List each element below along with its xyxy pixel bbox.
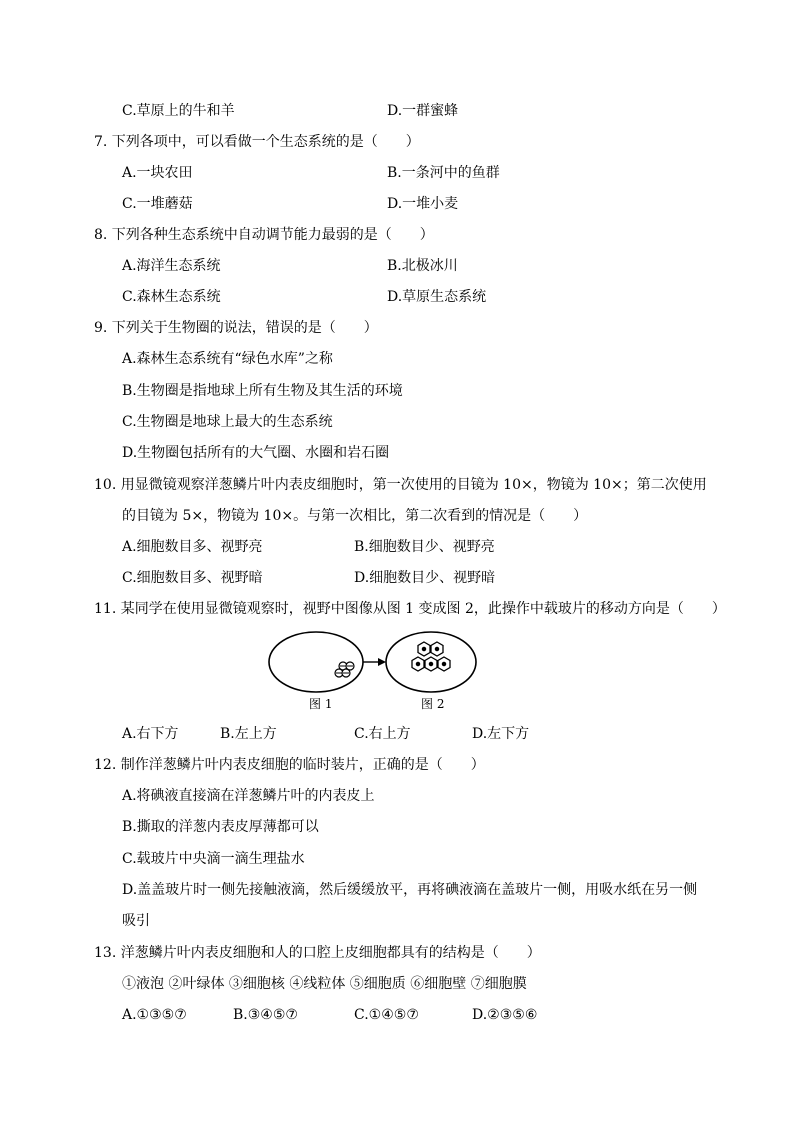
q7-option-a: A.一块农田 (122, 165, 193, 181)
q7-option-c: C.一堆蘑菇 (122, 196, 193, 212)
cells-large-icon (412, 642, 450, 671)
q13-option-d: D.②③⑤⑥ (472, 1007, 538, 1023)
q9-stem: 9. 下列关于生物圈的说法，错误的是（ ） (94, 320, 378, 336)
q7-stem: 7. 下列各项中，可以看做一个生态系统的是（ ） (94, 134, 420, 150)
q10-stem-line2: 的目镜为 5×，物镜为 10×。与第一次相比，第二次看到的情况是（ ） (122, 508, 588, 524)
q12-option-d-line2: 吸引 (122, 913, 150, 929)
arrow-icon (363, 658, 386, 666)
q10-option-b: B.细胞数目少、视野亮 (354, 539, 495, 555)
q9-option-b: B.生物圈是指地球上所有生物及其生活的环境 (122, 383, 403, 399)
q12-option-c: C.载玻片中央滴一滴生理盐水 (122, 851, 305, 867)
q11-option-a: A.右下方 (122, 726, 179, 742)
q6-option-c: C.草原上的牛和羊 (122, 103, 235, 119)
q8-option-c: C.森林生态系统 (122, 289, 221, 305)
q9-option-a: A.森林生态系统有“绿色水库”之称 (122, 351, 333, 367)
cells-small-icon (335, 662, 354, 677)
q7-option-b: B.一条河中的鱼群 (387, 165, 500, 181)
q10-option-d: D.细胞数目少、视野暗 (354, 570, 496, 586)
q9-option-d: D.生物圈包括所有的大气圈、水圈和岩石圈 (122, 445, 390, 461)
figure-1-caption: 图 1 (309, 697, 333, 711)
q11-option-b: B.左上方 (220, 726, 277, 742)
q13-option-b: B.③④⑤⑦ (233, 1007, 298, 1023)
q11-stem: 11. 某同学在使用显微镜观察时，视野中图像从图 1 变成图 2，此操作中载玻片的移动方向是（ ） (94, 601, 726, 617)
q7-option-d: D.一堆小麦 (387, 196, 459, 212)
q13-stem: 13. 洋葱鳞片叶内表皮细胞和人的口腔上皮细胞都具有的结构是（ ） (94, 945, 541, 961)
figure-2-caption: 图 2 (421, 697, 445, 711)
q9-option-c: C.生物圈是地球上最大的生态系统 (122, 414, 333, 430)
q13-option-c: C.①④⑤⑦ (354, 1007, 419, 1023)
q13-option-a: A.①③⑤⑦ (122, 1007, 187, 1023)
q8-option-a: A.海洋生态系统 (122, 258, 221, 274)
q12-option-b: B.撕取的洋葱内表皮厚薄都可以 (122, 819, 319, 835)
q13-structure-list: ①液泡 ②叶绿体 ③细胞核 ④线粒体 ⑤细胞质 ⑥细胞壁 ⑦细胞膜 (122, 976, 527, 992)
q8-option-b: B.北极冰川 (387, 258, 458, 274)
q11-option-d: D.左下方 (472, 726, 530, 742)
q12-stem: 12. 制作洋葱鳞片叶内表皮细胞的临时装片，正确的是（ ） (94, 757, 485, 773)
q10-option-c: C.细胞数目多、视野暗 (122, 570, 263, 586)
q11-microscope-figure (260, 628, 500, 716)
q8-stem: 8. 下列各种生态系统中自动调节能力最弱的是（ ） (94, 227, 434, 243)
q11-option-c: C.右上方 (354, 726, 411, 742)
q10-option-a: A.细胞数目多、视野亮 (122, 539, 263, 555)
q12-option-a: A.将碘液直接滴在洋葱鳞片叶的内表皮上 (122, 788, 375, 804)
q8-option-d: D.草原生态系统 (387, 289, 487, 305)
q10-stem-line1: 10. 用显微镜观察洋葱鳞片叶内表皮细胞时，第一次使用的目镜为 10×，物镜为 10×；第二次使用 (94, 477, 707, 493)
q6-option-d: D.一群蜜蜂 (387, 103, 459, 119)
q12-option-d-line1: D.盖盖玻片时一侧先接触液滴，然后缓缓放平，再将碘液滴在盖玻片一侧，用吸水纸在另一侧 (122, 882, 698, 898)
